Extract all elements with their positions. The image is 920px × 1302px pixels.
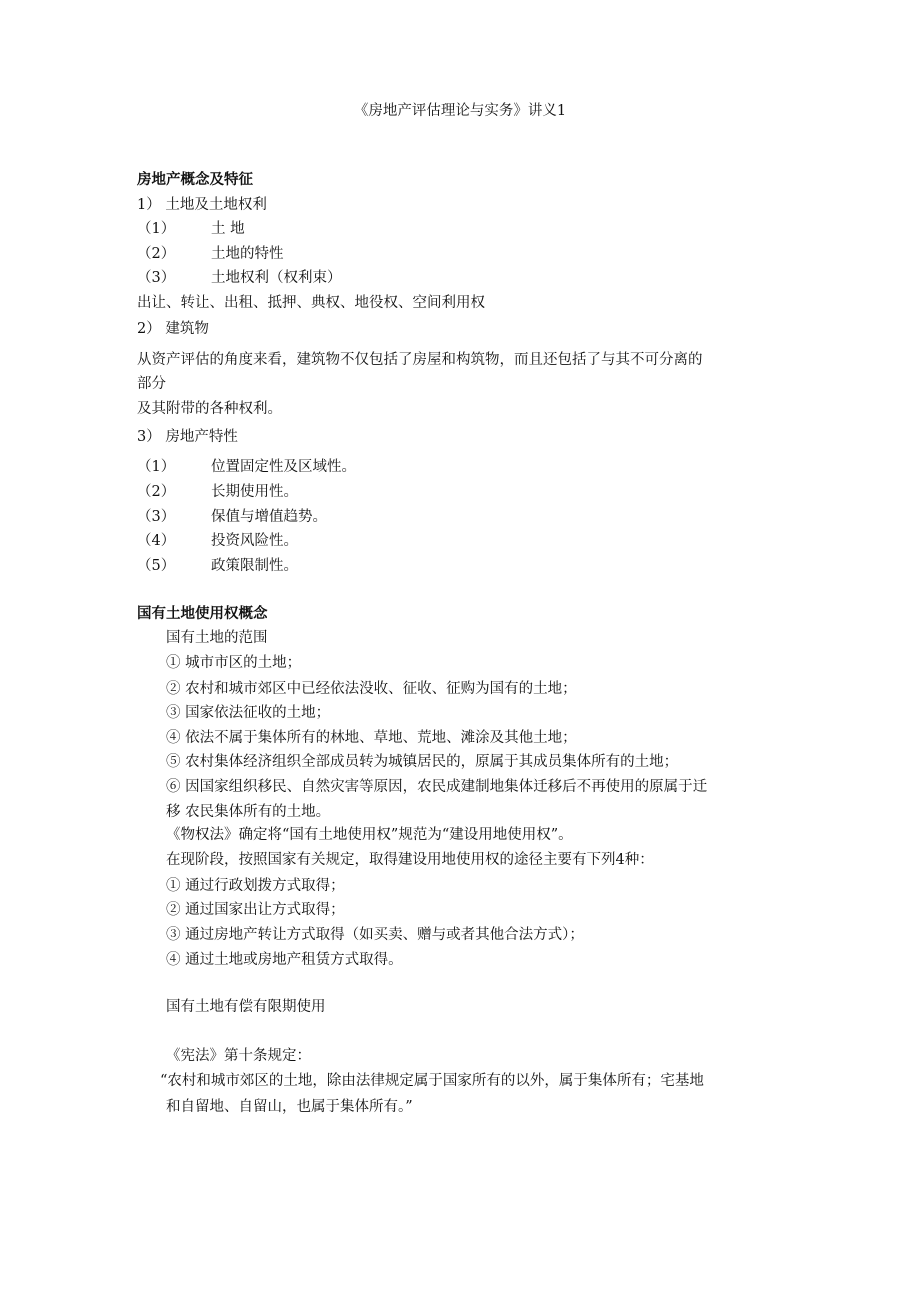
item-text: 投资风险性。 [211,533,298,549]
subheading: 1） 土地及土地权利 [137,197,267,213]
item-number: （5） [137,558,176,574]
item-number: （2） [137,484,176,500]
subheading: 国有土地的范围 [166,630,268,646]
list-item [137,457,356,477]
list-item [137,244,284,264]
list-item: ③ 国家依法征收的土地； [166,705,331,721]
subheading: 2） 建筑物 [137,321,209,337]
subheading: 3） 房地产特性 [137,429,238,445]
paragraph: 在现阶段，按照国家有关规定，取得建设用地使用权的途径主要有下列4种： [166,852,654,868]
list-item: ① 城市市区的土地； [166,655,302,671]
item-number: （1） [137,221,176,237]
list-item [137,268,342,288]
list-item [137,507,327,527]
item-number: （4） [137,533,176,549]
list-item: ③ 通过房地产转让方式取得（如买卖、赠与或者其他合法方式）； [166,927,584,943]
list-item: ④ 依法不属于集体所有的林地、草地、荒地、滩涂及其他土地； [166,730,577,746]
item-text: 长期使用性。 [211,484,298,500]
item-number: （2） [137,246,176,262]
paragraph: 从资产评估的角度来看，建筑物不仅包括了房屋和构筑物，而且还包括了与其不可分离的 [137,352,703,368]
list-item [137,531,298,551]
item-text: 位置固定性及区域性。 [211,459,356,475]
quote: “农村和城市郊区的土地，除由法律规定属于国家所有的以外，属于集体所有；宅基地 [160,1073,704,1089]
quote: 和自留地、自留山，也属于集体所有。” [166,1099,413,1115]
section-heading: 房地产概念及特征 [137,172,253,188]
document-title: 《房地产评估理论与实务》讲义1 [353,103,567,119]
list-item: ④ 通过土地或房地产租赁方式取得。 [166,952,403,968]
item-text: 土地权利（权利束） [211,270,342,286]
section-heading: 国有土地使用权概念 [137,606,268,622]
item-text: 政策限制性。 [211,558,298,574]
item-text: 土地的特性 [211,246,284,262]
item-text: 土 地 [211,221,245,237]
paragraph: 出让、转让、出租、抵押、典权、地役权、空间利用权 [137,295,485,311]
item-number: （3） [137,270,176,286]
list-item [137,556,298,576]
paragraph: 部分 [137,376,166,392]
list-item: ⑤ 农村集体经济组织全部成员转为城镇居民的，原属于其成员集体所有的土地； [166,754,679,770]
paragraph: 《宪法》第十条规定： [166,1048,311,1064]
list-item: ① 通过行政划拨方式取得； [166,878,345,894]
item-number: （3） [137,509,176,525]
list-item [137,482,298,502]
paragraph: 及其附带的各种权利。 [137,401,282,417]
paragraph: 《物权法》确定将“国有土地使用权”规范为“建设用地使用权”。 [166,827,573,843]
subheading: 国有土地有偿有限期使用 [166,999,326,1015]
item-number: （1） [137,459,176,475]
list-item: ⑥ 因国家组织移民、自然灾害等原因，农民成建制地集体迁移后不再使用的原属于迁 [166,779,708,795]
list-item: ② 农村和城市郊区中已经依法没收、征收、征购为国有的土地； [166,681,577,697]
item-text: 保值与增值趋势。 [211,509,327,525]
list-item [137,219,245,239]
list-item-continuation: 移 农民集体所有的土地。 [166,804,331,820]
list-item: ② 通过国家出让方式取得； [166,902,345,918]
